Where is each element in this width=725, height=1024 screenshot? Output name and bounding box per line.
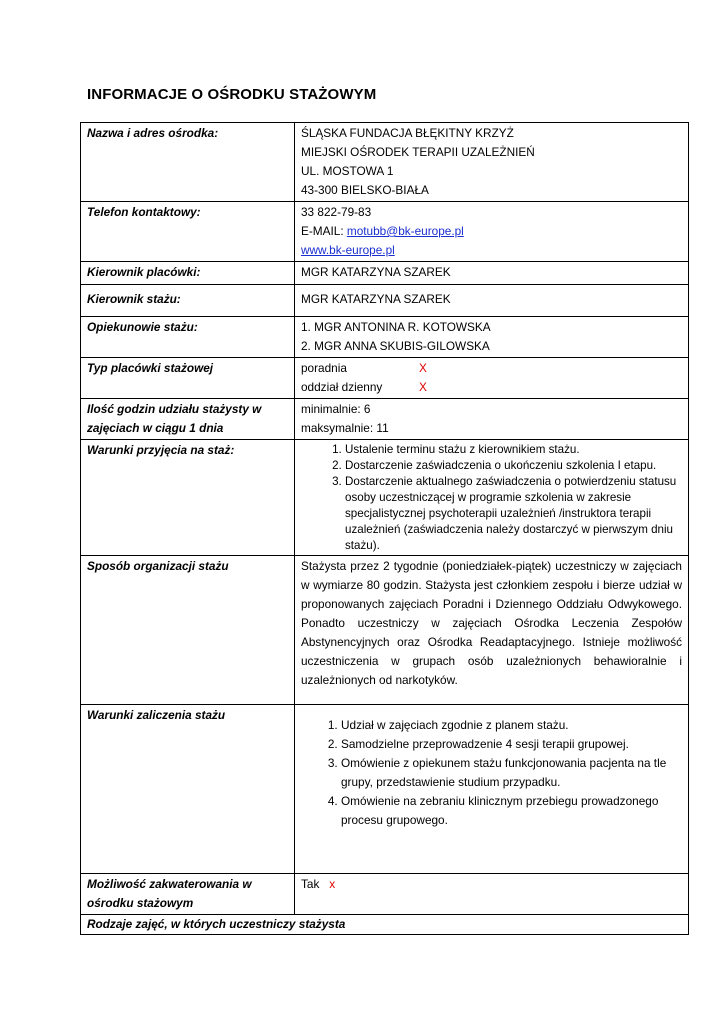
list-item: 1. Ustalenie terminu stażu z kierownikiem stażu. xyxy=(345,442,682,458)
website-link[interactable]: www.bk-europe.pl xyxy=(301,243,395,257)
organization-label: Sposób organizacji stażu xyxy=(81,556,295,705)
hours-value xyxy=(295,399,689,440)
admission-list xyxy=(301,441,682,554)
row-hours xyxy=(81,399,689,440)
list-item: 4. Omówienie na zebraniu klinicznym przebiegu prowadzonego procesu grupowego. xyxy=(341,792,682,830)
address-line: ŚLĄSKA FUNDACJA BŁĘKITNY KRZYŻ xyxy=(301,126,514,140)
list-item: 2. Samodzielne przeprowadzenie 4 sesji terapii grupowej. xyxy=(341,735,682,754)
address-line: UL. MOSTOWA 1 xyxy=(301,164,394,178)
supervisors-label: Opiekunowie stażu: xyxy=(81,317,295,358)
completion-value xyxy=(295,705,689,874)
facility-manager-label: Kierownik placówki: xyxy=(81,262,295,285)
facility-type-name: poradnia xyxy=(301,361,347,375)
row-address xyxy=(81,123,689,202)
supervisor-item: 1. MGR ANTONINA R. KOTOWSKA xyxy=(301,320,491,334)
address-line: 43-300 BIELSKO-BIAŁA xyxy=(301,183,429,197)
admission-label: Warunki przyjęcia na staż: xyxy=(81,440,295,556)
completion-label: Warunki zaliczenia stażu xyxy=(81,705,295,874)
row-internship-manager xyxy=(81,285,689,317)
selected-mark: x xyxy=(329,877,336,891)
email-prefix: E-MAIL: xyxy=(301,224,347,238)
row-activity-types xyxy=(81,915,689,935)
address-line: MIEJSKI OŚRODEK TERAPII UZALEŻNIEŃ xyxy=(301,145,535,159)
phone-number: 33 822-79-83 xyxy=(301,205,372,219)
list-item: 1. Udział w zajęciach zgodnie z planem stażu. xyxy=(341,716,682,735)
facility-type-option xyxy=(301,378,682,397)
row-facility-manager xyxy=(81,262,689,285)
contact-label: Telefon kontaktowy: xyxy=(81,202,295,262)
list-item: 3. Omówienie z opiekunem stażu funkcjonowania pacjenta na tle grupy, przedstawienie studium przypadku. xyxy=(341,754,682,792)
facility-type-option xyxy=(301,359,682,378)
address-label: Nazwa i adres ośrodka: xyxy=(81,123,295,202)
hours-label: Ilość godzin udziału stażysty w zajęciach w ciągu 1 dnia xyxy=(81,399,295,440)
page-title: INFORMACJE O OŚRODKU STAŻOWYM xyxy=(87,86,377,103)
row-accommodation xyxy=(81,874,689,915)
list-item: 3. Dostarczenie aktualnego zaświadczenia o potwierdzeniu statusu osoby uczestniczącej w programie szkolenia w zakresie specjalistycznej psychoterapii uzależnień /instruktora terapii uzależnień (zaświadczenia należy dostarczyć w pierwszym dniu stażu). xyxy=(345,474,682,554)
completion-list xyxy=(301,716,682,830)
hours-max: maksymalnie: 11 xyxy=(301,421,389,435)
internship-manager-label: Kierownik stażu: xyxy=(81,285,295,317)
organization-text: Stażysta przez 2 tygodnie (poniedziałek-piątek) uczestniczy w zajęciach w wymiarze 80 godzin. Stażysta jest członkiem zespołu i bierze udział w proponowanych zajęciach Poradni i Dziennego Oddziału Odwykowego. Ponadto uczestniczy w zajęciach Ośrodka Leczenia Zespołów Abstynencyjnych oraz Ośrodka Readaptacyjnego. Istnieje możliwość uczestniczenia w grupach osób uzależnionych behawioralnie i uzależnionych od narkotyków. xyxy=(295,556,689,705)
facility-type-label: Typ placówki stażowej xyxy=(81,358,295,399)
list-item: 2. Dostarczenie zaświadczenia o ukończeniu szkolenia I etapu. xyxy=(345,458,682,474)
email-line xyxy=(301,222,682,241)
row-supervisors xyxy=(81,317,689,358)
row-admission-conditions xyxy=(81,440,689,556)
selected-mark: X xyxy=(419,361,427,375)
row-completion-conditions xyxy=(81,705,689,874)
accommodation-value xyxy=(295,874,689,915)
info-table xyxy=(80,122,689,935)
facility-manager-value: MGR KATARZYNA SZAREK xyxy=(295,262,689,285)
facility-type-name: oddział dzienny xyxy=(301,380,383,394)
contact-value xyxy=(295,202,689,262)
hours-min: minimalnie: 6 xyxy=(301,402,371,416)
row-facility-type xyxy=(81,358,689,399)
accommodation-label: Możliwość zakwaterowania w ośrodku stażowym xyxy=(81,874,295,915)
admission-value xyxy=(295,440,689,556)
selected-mark: X xyxy=(419,380,427,394)
accommodation-answer: Tak xyxy=(301,877,320,891)
activity-types-label: Rodzaje zajęć, w których uczestniczy stażysta xyxy=(81,915,689,935)
supervisor-item: 2. MGR ANNA SKUBIS-GILOWSKA xyxy=(301,339,490,353)
email-link[interactable]: motubb@bk-europe.pl xyxy=(346,224,464,238)
row-contact xyxy=(81,202,689,262)
internship-manager-value: MGR KATARZYNA SZAREK xyxy=(295,285,689,317)
address-value xyxy=(295,123,689,202)
facility-type-value xyxy=(295,358,689,399)
row-organization xyxy=(81,556,689,705)
supervisors-value xyxy=(295,317,689,358)
